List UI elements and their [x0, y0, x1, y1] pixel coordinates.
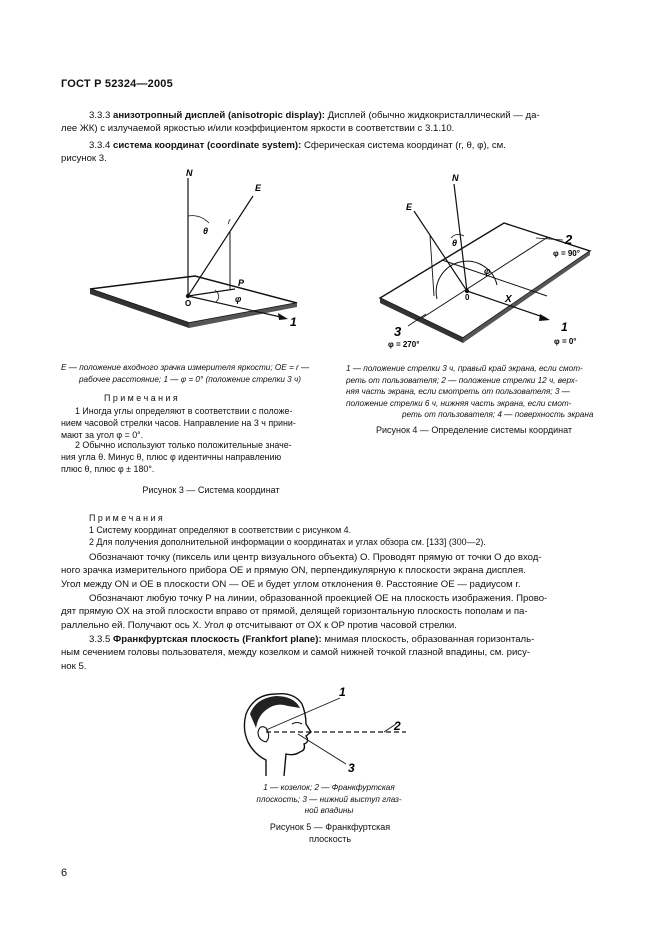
label-phi-0: φ = 0° — [554, 337, 577, 346]
section-3-3-5: 3.3.5 Франкфуртская плоскость (Frankfort plane): мнимая плоскость, образованная горизонталь- ным сечением головы пользователя, между козелком и самой нижней точкой глазной впадины, см. рису- нок 5. — [61, 634, 535, 672]
definition-text-continued: лее ЖК) с излучаемой яркостью и/или коэффициентом яркости в соответствии с 3.1.10. — [61, 123, 455, 135]
section-number: 3.3.4 — [89, 140, 114, 151]
origin-point — [186, 294, 190, 298]
label-3: 3 — [348, 761, 355, 775]
page-number: 6 — [61, 867, 68, 879]
term-frankfort-plane: Франкфуртская плоскость (Frankfort plane): — [113, 634, 322, 645]
figure-3-notes-title: П р и м е ч а н и я — [104, 393, 178, 403]
label-phi-270: φ = 270° — [388, 340, 420, 349]
arrow-head-1 — [539, 314, 550, 321]
label-x: X — [505, 294, 512, 305]
figure-3-diagram — [85, 168, 310, 348]
figure-3-note-2: 2 Обычно используют только положительные значе- ния угла θ. Минус θ, плюс φ идентичны направлению плюс θ, плюс φ ± 180°. — [61, 440, 292, 474]
definition-text: Сферическая система координат (r, θ, φ), см. — [301, 140, 506, 151]
label-e: E — [406, 202, 413, 212]
eye — [292, 723, 302, 725]
figure-3-note-1: 1 Иногда углы определяют в соответствии с положе- нием часовой стрелки часов. Направление на 3 ч прини- мают за угол φ = 0°. — [61, 406, 296, 440]
section-3-3-3 — [61, 109, 601, 136]
figure-5-diagram — [236, 684, 416, 780]
figure-5-legend: 1 — козелок; 2 — Франкфуртская плоскость; 3 — нижний выступ глаз- ной впадины — [256, 783, 402, 815]
label-phi: φ — [235, 294, 242, 304]
notes-title: П р и м е ч а н и я — [89, 513, 163, 523]
paragraph-point-p: Обозначают любую точку P на линии, образованной проекцией OE на плоскость изображения. Прово- дят прямую OX на этой плоскости вправо от прямой, делящей горизонтальную плоскость пополам и па- раллельно ей. Получают ось X. Угол φ отсчитывают от OX к OP против часовой стрелки. — [61, 593, 548, 631]
label-r: r — [228, 217, 231, 226]
label-n: N — [452, 173, 459, 183]
definition-text-continued: рисунок 3. — [61, 153, 107, 165]
term-coordinate-system: система координат (coordinate system): — [113, 140, 302, 151]
general-notes — [89, 512, 609, 548]
head-outline — [244, 694, 311, 776]
term-anisotropic-display: анизотропный дисплей (anisotropic display): — [113, 110, 325, 121]
section-number: 3.3.5 — [89, 634, 114, 645]
label-phi-90: φ = 90° — [553, 249, 580, 258]
label-3: 3 — [394, 324, 402, 339]
figure-3-caption: Рисунок 3 — Система координат — [142, 485, 280, 495]
label-1: 1 — [561, 320, 568, 334]
display-plane — [90, 276, 297, 323]
label-1: 1 — [290, 315, 297, 329]
document-header: ГОСТ Р 52324—2005 — [61, 78, 173, 90]
paragraph-point-o: Обозначают точку (пиксель или центр визуального объекта) O. Проводят прямую от точки O до вход- ного зрачка измерительного прибора OE и прямую ON, перпендикулярную к плоскости экрана дисплея. Угол между ON и OE в плоскости ON — OE и будет углом отклонения θ. Расстояние OE — радиусом r. — [61, 552, 542, 590]
label-n: N — [186, 168, 193, 178]
label-phi: φ — [484, 266, 491, 276]
label-p: P — [238, 278, 245, 288]
definition-text: Дисплей (обычно жидкокристаллический — да- — [324, 110, 540, 121]
theta-arc — [188, 216, 209, 223]
ear — [258, 727, 269, 742]
label-2: 2 — [394, 719, 401, 733]
label-2: 2 — [565, 232, 573, 247]
figure-4-caption: Рисунок 4 — Определение системы координат — [375, 425, 573, 435]
figure-3-legend: E — положение входного зрачка измерителя яркости; OE = r — рабочее расстояние; 1 — φ = 0° (положение стрелки 3 ч) — [61, 363, 310, 384]
arrow-head — [278, 313, 288, 320]
leader-3 — [298, 734, 346, 764]
label-e: E — [255, 183, 262, 193]
label-o: O — [185, 299, 192, 308]
label-o: 0 — [465, 293, 470, 302]
note-1: 1 Систему координат определяют в соответствии с рисунком 4. — [89, 525, 352, 535]
section-3-3-4 — [61, 139, 601, 166]
figure-4-diagram — [366, 168, 611, 350]
section-number: 3.3.3 — [89, 110, 114, 121]
note-2: 2 Для получения дополнительной информации о координатах и углах обзора см. [133] (300—2). — [89, 537, 486, 547]
label-theta: θ — [452, 238, 458, 248]
figure-5-caption: Рисунок 5 — Франкфуртская плоскость — [269, 822, 391, 844]
label-1: 1 — [339, 685, 346, 699]
figure-4-legend: 1 — положение стрелки 3 ч, правый край экрана, если смот- реть от пользователя; 2 — положение стрелки 12 ч, верх- няя часть экрана, если смотреть от пользователя; 3 — положение стрелки 6 ч, нижняя часть экрана, если смот- реть от пользователя; 4 — поверхность экрана — [346, 364, 594, 420]
screen-surface — [380, 223, 590, 338]
label-theta: θ — [203, 226, 209, 236]
definition-text: мнимая плоскость, образованная горизонталь- — [321, 634, 535, 645]
